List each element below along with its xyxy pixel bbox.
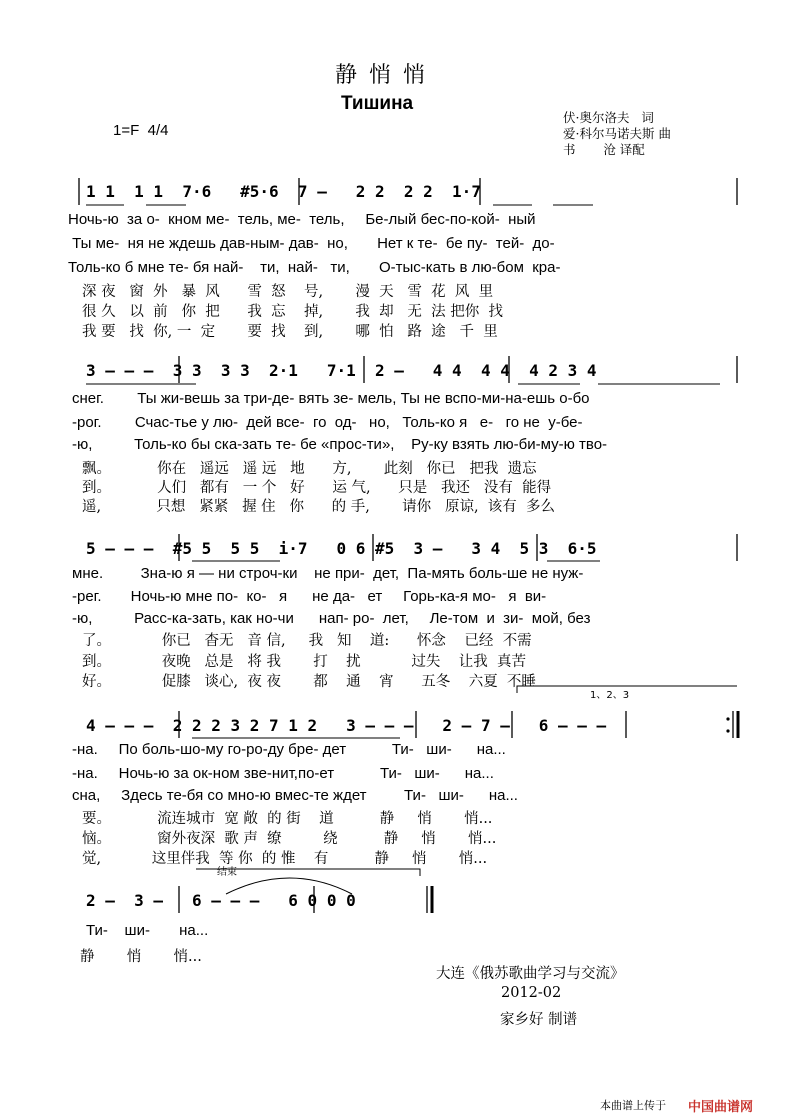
site-logo[interactable]: 中国曲谱网 xyxy=(688,1100,754,1115)
ru-lyric-4-1: -на. По боль-шо-му го-ро-ду бре- дет Ти- ши- на... xyxy=(72,741,506,758)
cn-lyric-2-3: 遥, 只想 紧紧 握 住 你 的 手, 请你 原谅, 该有 多么 xyxy=(82,499,556,515)
ru-lyric-3-3: -ю, Расс-ка-зать, как но-чи нап- ро- лет, Ле-том и зи- мой, без xyxy=(72,610,591,627)
ru-lyric-1-2: Ты ме- ня не ждешь дав-ным- дав- но, Нет к те- бе пу- тей- до- xyxy=(68,235,555,252)
repeat-barline xyxy=(726,711,738,738)
key-signature: 1=F 4/4 xyxy=(113,122,169,139)
credit-lyricist: 伏·奥尔洛夫 词 xyxy=(563,110,654,125)
cn-lyric-2-2: 到。 人们 都有 一 个 好 运 气, 只是 我还 没有 能得 xyxy=(82,480,552,496)
cn-lyric-4-1: 要。 流连城市 宽 敞 的 街 道 静 悄 悄... xyxy=(82,811,493,827)
credit-composer: 爱·科尔马诺夫斯 曲 xyxy=(563,126,671,141)
ru-lyric-5-1: Ти- ши- на... xyxy=(86,922,209,939)
ending-bracket xyxy=(196,869,420,876)
cn-lyric-1-2: 很 久 以 前 你 把 我 忘 掉, 我 却 无 法 把你 找 xyxy=(82,304,503,320)
ru-lyric-2-1: снег. Ты жи-вешь за три-де- вять зе- мель, Ты не вспо-ми-на-ешь о-бо xyxy=(72,390,590,407)
ru-lyric-1-1: Ночь-ю за о- кном ме- тель, ме- тель, Бе-лый бес-по-кой- ный xyxy=(68,211,536,228)
ru-lyric-2-2: -рог. Счас-тье у лю- дей все- го од- но, Толь-ко я е- го не у-бе- xyxy=(72,414,583,431)
page-subtitle: Тишина xyxy=(341,93,414,114)
cn-lyric-4-3: 觉, 这里伴我 等 你 的 惟 有 静 悄 悄... xyxy=(82,851,488,867)
notes-line-1: 1 1 1 1 7·6 #5·6 7 – 2 2 2 2 1·7 xyxy=(86,182,481,201)
ru-lyric-3-2: -рег. Ночь-ю мне по- ко- я не да- ет Горь-ка-я мо- я ви- xyxy=(72,588,547,605)
cn-lyric-3-2: 到。 夜晚 总是 将 我 打 扰 过失 让我 真苦 xyxy=(82,654,527,670)
volta-bracket xyxy=(517,686,737,693)
cn-lyric-3-3: 好。 促膝 谈心, 夜 夜 都 通 宵 五冬 六夏 不睡 xyxy=(82,674,536,690)
volta-label: 1、2、3 xyxy=(590,690,630,701)
final-barline xyxy=(427,886,432,913)
ru-lyric-4-3: сна, Здесь те-бя со мно-ю вмес-те ждет Ти- ши- на... xyxy=(72,787,518,804)
cn-lyric-5-1: 静 悄 悄... xyxy=(80,949,202,965)
cn-lyric-1-3: 我 要 找 你, 一 定 要 找 到, 哪 怕 路 途 千 里 xyxy=(82,324,498,340)
footer-date: 2012-02 xyxy=(501,985,562,1001)
tie-slur xyxy=(226,878,352,894)
notes-line-2: 3 – – – 3 3 3 3 2·1 7·1 2 – 4 4 4 4 4 2 3 4 xyxy=(86,361,597,380)
upload-note: 本曲谱上传于 xyxy=(600,1099,666,1112)
cn-lyric-3-1: 了。 你已 杳无 音 信, 我 知 道: 怀念 已经 不需 xyxy=(82,633,532,649)
ending-label: 结束 xyxy=(217,867,237,878)
ru-lyric-2-3: -ю, Толь-ко бы ска-зать те- бе «прос-ти», Ру-ку взять лю-би-му-ю тво- xyxy=(72,436,608,453)
notes-line-3: 5 – – – #5 5 5 5 i·7 0 6 #5 3 – 3 4 5 3 6·5 xyxy=(86,539,597,558)
ru-lyric-4-2: -на. Ночь-ю за ок-ном зве-нит,по-ет Ти- ши- на... xyxy=(72,765,494,782)
credit-translator: 书 沧 译配 xyxy=(563,142,645,157)
ru-lyric-3-1: мне. Зна-ю я — ни строч-ки не при- дет, Па-мять боль-ше не нуж- xyxy=(72,565,584,582)
ru-lyric-1-3: Толь-ко б мне те- бя най- ти, най- ти, О-тыс-кать в лю-бом кра- xyxy=(68,259,561,276)
notes-line-5: 2 – 3 – 6 – – – 6 0 0 0 xyxy=(86,891,356,910)
page-title: 静悄悄 xyxy=(335,63,438,88)
cn-lyric-2-1: 飘。 你在 遥远 遥 远 地 方, 此刻 你已 把我 遗忘 xyxy=(82,461,537,477)
footer-maker: 家乡好 制谱 xyxy=(500,1012,578,1028)
notes-line-4: 4 – – – 2 2 2 3 2 7 1 2 3 – – – 2 – 7 – 6 – – – xyxy=(86,716,607,735)
cn-lyric-1-1: 深 夜 窗 外 暴 风 雪 怒 号, 漫 天 雪 花 风 里 xyxy=(82,284,494,300)
footer-source: 大连《俄苏歌曲学习与交流》 xyxy=(436,966,625,982)
cn-lyric-4-2: 恼。 窗外夜深 歌 声 缭 绕 静 悄 悄... xyxy=(82,831,497,847)
